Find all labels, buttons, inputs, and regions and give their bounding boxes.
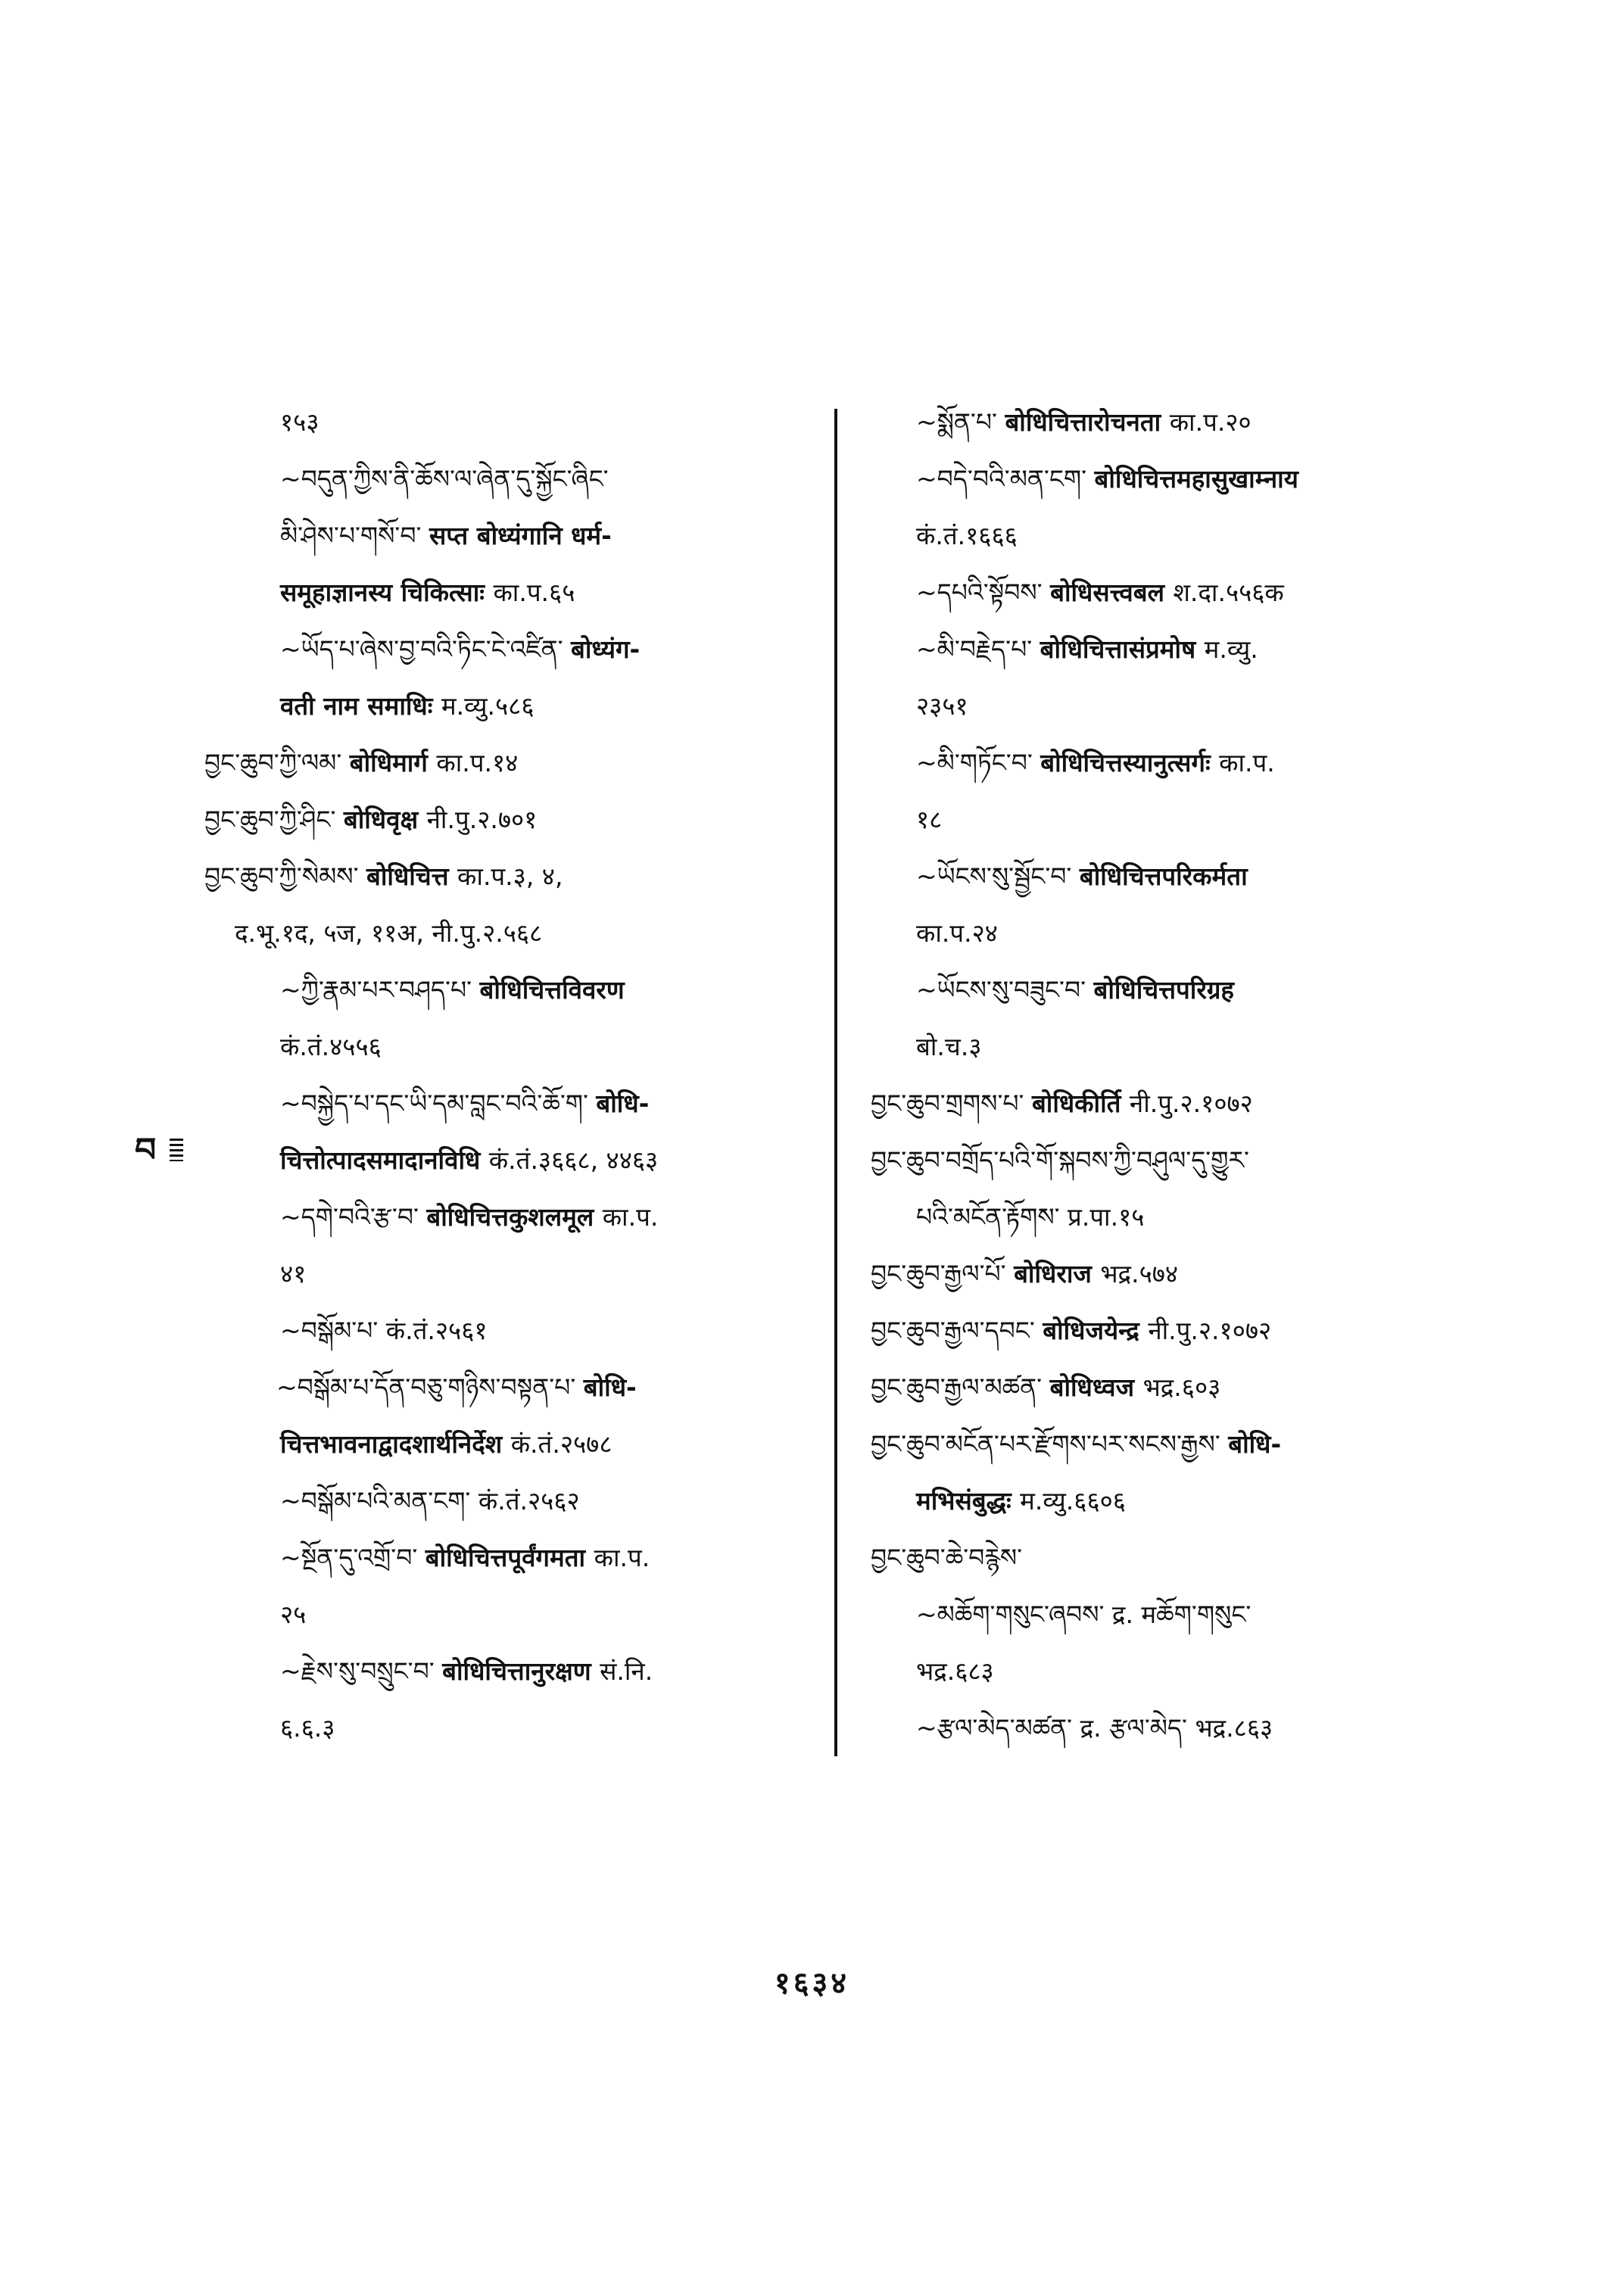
entry-text: म.व्यु. — [1204, 634, 1258, 664]
entry-text: ~ཡོངས་སུ་སྦྱོང་བ་ — [916, 861, 1080, 891]
entry-line — [871, 1132, 1469, 1189]
entry-line — [204, 678, 833, 734]
entry-text: बो.च.३ — [916, 1032, 982, 1061]
sanskrit-term: बोधिचित्तमहासुखाम्नाय — [1094, 464, 1298, 494]
entry-line — [871, 1075, 1469, 1132]
entry-line — [871, 1189, 1469, 1245]
sanskrit-term: बोधिजयेन्द्र — [1043, 1316, 1149, 1345]
entry-text: ~བསྒོམ་པ་དོན་བཅུ་གཉིས་བསྟན་པ་ — [276, 1372, 584, 1402]
entry-line — [204, 1586, 833, 1643]
entry-line — [871, 564, 1469, 621]
entry-line — [204, 394, 833, 450]
entry-text: བྱང་ཆུབ་ཀྱི་ཤིང་ — [204, 805, 344, 834]
entry-text: १८ — [916, 805, 943, 834]
entry-text: ~ཀྱི་རྣམ་པར་བཤད་པ་ — [280, 975, 480, 1005]
entry-text: བྱང་ཆུབ་བགྲོད་པའི་གོ་སྐབས་ཀྱི་བཤུལ་དུ་གྱུར་ — [871, 1145, 1249, 1175]
entry-line — [204, 450, 833, 507]
entry-line — [871, 848, 1469, 905]
entry-text: का.प.३, ४, — [457, 861, 563, 891]
entry-line — [204, 1359, 833, 1416]
column-divider — [834, 409, 837, 1756]
entry-line — [871, 1359, 1469, 1416]
sanskrit-term: बोधिचित्तासंप्रमोष — [1040, 634, 1205, 664]
entry-line — [871, 394, 1469, 450]
entry-line — [204, 564, 833, 621]
entry-line — [871, 1018, 1469, 1075]
entry-text: म.व्यु.६६०६ — [1020, 1486, 1126, 1516]
entry-line — [204, 1245, 833, 1302]
entry-text: १५३ — [280, 407, 320, 437]
entry-line — [204, 1643, 833, 1699]
sanskrit-term: बोधिवृक्ष — [343, 805, 427, 834]
entry-text: द.भू.१द, ५ज, ११अ, नी.पु.२.५६८ — [235, 918, 543, 948]
sanskrit-term: मभिसंबुद्धः — [916, 1486, 1021, 1516]
entry-text: ~མཆོག་གསུང་ཞབས་ — [916, 1600, 1112, 1629]
entry-line — [871, 734, 1469, 791]
left-column — [204, 394, 833, 1756]
entry-text: का.प.१४ — [436, 748, 519, 777]
entry-text: ~སྔོན་དུ་འགྲོ་བ་ — [280, 1543, 425, 1572]
entry-text: བྱང་ཆུབ་རྒྱལ་དབང་ — [871, 1316, 1043, 1345]
entry-text: नी.पु.२.१०७२ — [1129, 1089, 1253, 1118]
entry-line — [204, 1132, 833, 1189]
entry-text: ~བསྐྱེད་པ་དང་ཡི་དམ་བླང་བའི་ཆོ་ག་ — [280, 1089, 597, 1118]
entry-text: བྱང་ཆུབ་རྒྱལ་པོ་ — [871, 1259, 1015, 1288]
sanskrit-term: समूहाज्ञानस्य चिकित्साः — [280, 578, 494, 607]
sanskrit-term: सप्त बोध्यंगानि धर्म- — [429, 521, 612, 550]
entry-text: མི་ཤེས་པ་གསོ་བ་ — [280, 521, 429, 550]
entry-text: का.प.२४ — [916, 918, 998, 948]
entry-line — [204, 791, 833, 848]
sanskrit-term: बोधिचित्तकुशलमूल — [426, 1202, 603, 1232]
entry-text: ~སྨོན་པ་ — [916, 407, 1005, 437]
entry-line — [204, 905, 833, 961]
sanskrit-term: बोधिचित्तानुरक्षण — [442, 1656, 600, 1686]
entry-text: ~མི་བརྗེད་པ་ — [916, 634, 1040, 664]
entry-text: ~ཡོད་པ་ཞེས་བྱ་བའི་ཏིང་ངེ་འཛིན་ — [280, 634, 572, 664]
entry-line — [871, 1302, 1469, 1359]
sanskrit-term: बोधिकीर्ति — [1031, 1089, 1130, 1118]
entry-text: ~བསྒོམ་པའི་མན་ངག་ — [280, 1486, 478, 1516]
entry-text: का.प.२० — [1169, 407, 1252, 437]
sanskrit-term: बोधिचित्तपरिकर्मता — [1079, 861, 1248, 891]
sanskrit-term: बोधिचित्तस्यानुत्सर्गः — [1040, 748, 1220, 777]
entry-text: का.प. — [1219, 748, 1275, 777]
entry-text: བྱང་ཆུབ་ཀྱི་སེམས་ — [204, 861, 367, 891]
entry-line — [871, 961, 1469, 1018]
sanskrit-term: चित्तोत्पादसमादानविधि — [280, 1145, 489, 1175]
entry-text: प्र.पा.१५ — [1068, 1202, 1145, 1232]
entry-text: सं.नि. — [600, 1656, 653, 1686]
sanskrit-term: बोधि- — [583, 1372, 637, 1402]
entry-line — [204, 1018, 833, 1075]
entry-text: द्र. རྩལ་མེད་ — [1080, 1713, 1195, 1743]
entry-text: म.व्यु.५८६ — [441, 691, 535, 721]
entry-text: ६.६.३ — [280, 1713, 335, 1743]
page-number: १६३४ — [774, 1966, 850, 2001]
sanskrit-term: बोधिमार्ग — [349, 748, 437, 777]
entry-text: कं.तं.२५७८ — [510, 1429, 613, 1459]
entry-line — [871, 1586, 1469, 1643]
sanskrit-term: बोधिचित्तारोचनता — [1005, 407, 1170, 437]
entry-text: भद्र.८६३ — [1195, 1713, 1273, 1743]
entry-text: ~བདེ་བའི་མན་ངག་ — [916, 464, 1095, 494]
entry-text: ~རྗེས་སུ་བསྲུང་བ་ — [280, 1656, 443, 1686]
entry-line — [871, 450, 1469, 507]
entry-text: का.प. — [602, 1202, 659, 1232]
entry-line — [871, 791, 1469, 848]
entry-text: ~བདུན་ཀྱིས་ནི་ཆོས་ལ་ཞེན་དུ་སྐྱོང་ཞིང་ — [280, 464, 609, 494]
sanskrit-term: बोधिचित्त — [366, 861, 458, 891]
entry-line — [871, 507, 1469, 564]
entry-line — [871, 1699, 1469, 1756]
entry-text: ~མི་གཏོང་བ་ — [916, 748, 1041, 777]
entry-line — [871, 1472, 1469, 1529]
entry-line — [204, 1472, 833, 1529]
entry-text: ~རྩལ་མེད་མཚན་ — [916, 1713, 1080, 1743]
entry-line — [204, 621, 833, 678]
entry-text: བྱང་ཆུབ་རྒྱལ་མཚན་ — [871, 1372, 1050, 1402]
section-marker: བ — [135, 1128, 183, 1173]
sanskrit-term: चित्तभावनाद्वादशार्थनिर्देश — [280, 1429, 511, 1459]
entry-text: कं.तं.३६६८, ४४६३ — [488, 1145, 659, 1175]
entry-line — [871, 1245, 1469, 1302]
entry-line — [871, 621, 1469, 678]
entry-line — [204, 1189, 833, 1245]
entry-text: का.प.६५ — [493, 578, 575, 607]
sanskrit-term: बोध्यंग- — [571, 634, 641, 664]
entry-text: २५ — [280, 1600, 307, 1629]
entry-text: ~བསྒོམ་པ་ — [280, 1316, 386, 1345]
entry-text: བྱང་ཆུབ་གྲགས་པ་ — [871, 1089, 1032, 1118]
entry-text: नी.पु.२.१०७२ — [1148, 1316, 1272, 1345]
entry-text: कं.तं.१६६६ — [916, 521, 1018, 550]
entry-text: २३५१ — [916, 691, 968, 721]
entry-text: ~དགེ་བའི་རྩ་བ་ — [280, 1202, 427, 1232]
entry-line — [871, 678, 1469, 734]
entry-text: कं.तं.२५६१ — [385, 1316, 488, 1345]
entry-line — [204, 1416, 833, 1472]
entry-line — [204, 1699, 833, 1756]
entry-text: का.प. — [594, 1543, 650, 1572]
entry-text: भद्र.५७४ — [1100, 1259, 1179, 1288]
entry-line — [204, 1529, 833, 1586]
entry-text: कं.तं.४५५६ — [280, 1032, 382, 1061]
entry-text: བྱང་ཆུབ་མངོན་པར་རྫོགས་པར་སངས་རྒྱས་ — [871, 1429, 1229, 1459]
entry-line — [204, 1302, 833, 1359]
entry-text: द्र. मཆོག་གསུང་ — [1111, 1600, 1252, 1629]
sanskrit-term: बोधि- — [596, 1089, 650, 1118]
entry-text: भद्र.६८३ — [916, 1656, 994, 1686]
sanskrit-term: वती नाम समाधिः — [280, 691, 441, 721]
entry-text: བྱང་ཆུབ་ཆེ་བརྙེས་ — [871, 1543, 1023, 1572]
right-column — [871, 394, 1469, 1756]
entry-line — [204, 734, 833, 791]
entry-line — [204, 961, 833, 1018]
entry-text: भद्र.६०३ — [1142, 1372, 1221, 1402]
sanskrit-term: बोधिराज — [1014, 1259, 1101, 1288]
entry-line — [871, 1529, 1469, 1586]
entry-text: ~དཔའི་སྟོབས་ — [916, 578, 1051, 607]
sanskrit-term: बोधिचित्तपूर्वंगमता — [425, 1543, 594, 1572]
entry-text: བྱང་ཆུབ་ཀྱི་ལམ་ — [204, 748, 350, 777]
entry-text: ~ཡོངས་སུ་བཟུང་བ་ — [916, 975, 1094, 1005]
entry-text: ४१ — [280, 1259, 307, 1288]
entry-line — [871, 905, 1469, 961]
sanskrit-term: बोधिसत्त्वबल — [1050, 578, 1174, 607]
sanskrit-term: बोधि- — [1228, 1429, 1282, 1459]
entry-text: नी.पु.२.७०१ — [426, 805, 538, 834]
entry-text: श.दा.५५६क — [1173, 578, 1284, 607]
entry-line — [871, 1416, 1469, 1472]
entry-line — [204, 848, 833, 905]
entry-line — [204, 507, 833, 564]
entry-line — [871, 1643, 1469, 1699]
sanskrit-term: बोधिध्वज — [1049, 1372, 1143, 1402]
sanskrit-term: बोधिचित्तविवरण — [479, 975, 625, 1005]
entry-line — [204, 1075, 833, 1132]
entry-text: कं.तं.२५६२ — [478, 1486, 580, 1516]
sanskrit-term: बोधिचित्तपरिग्रह — [1093, 975, 1234, 1005]
entry-text: པའི་མངོན་རྟོགས་ — [916, 1202, 1068, 1232]
